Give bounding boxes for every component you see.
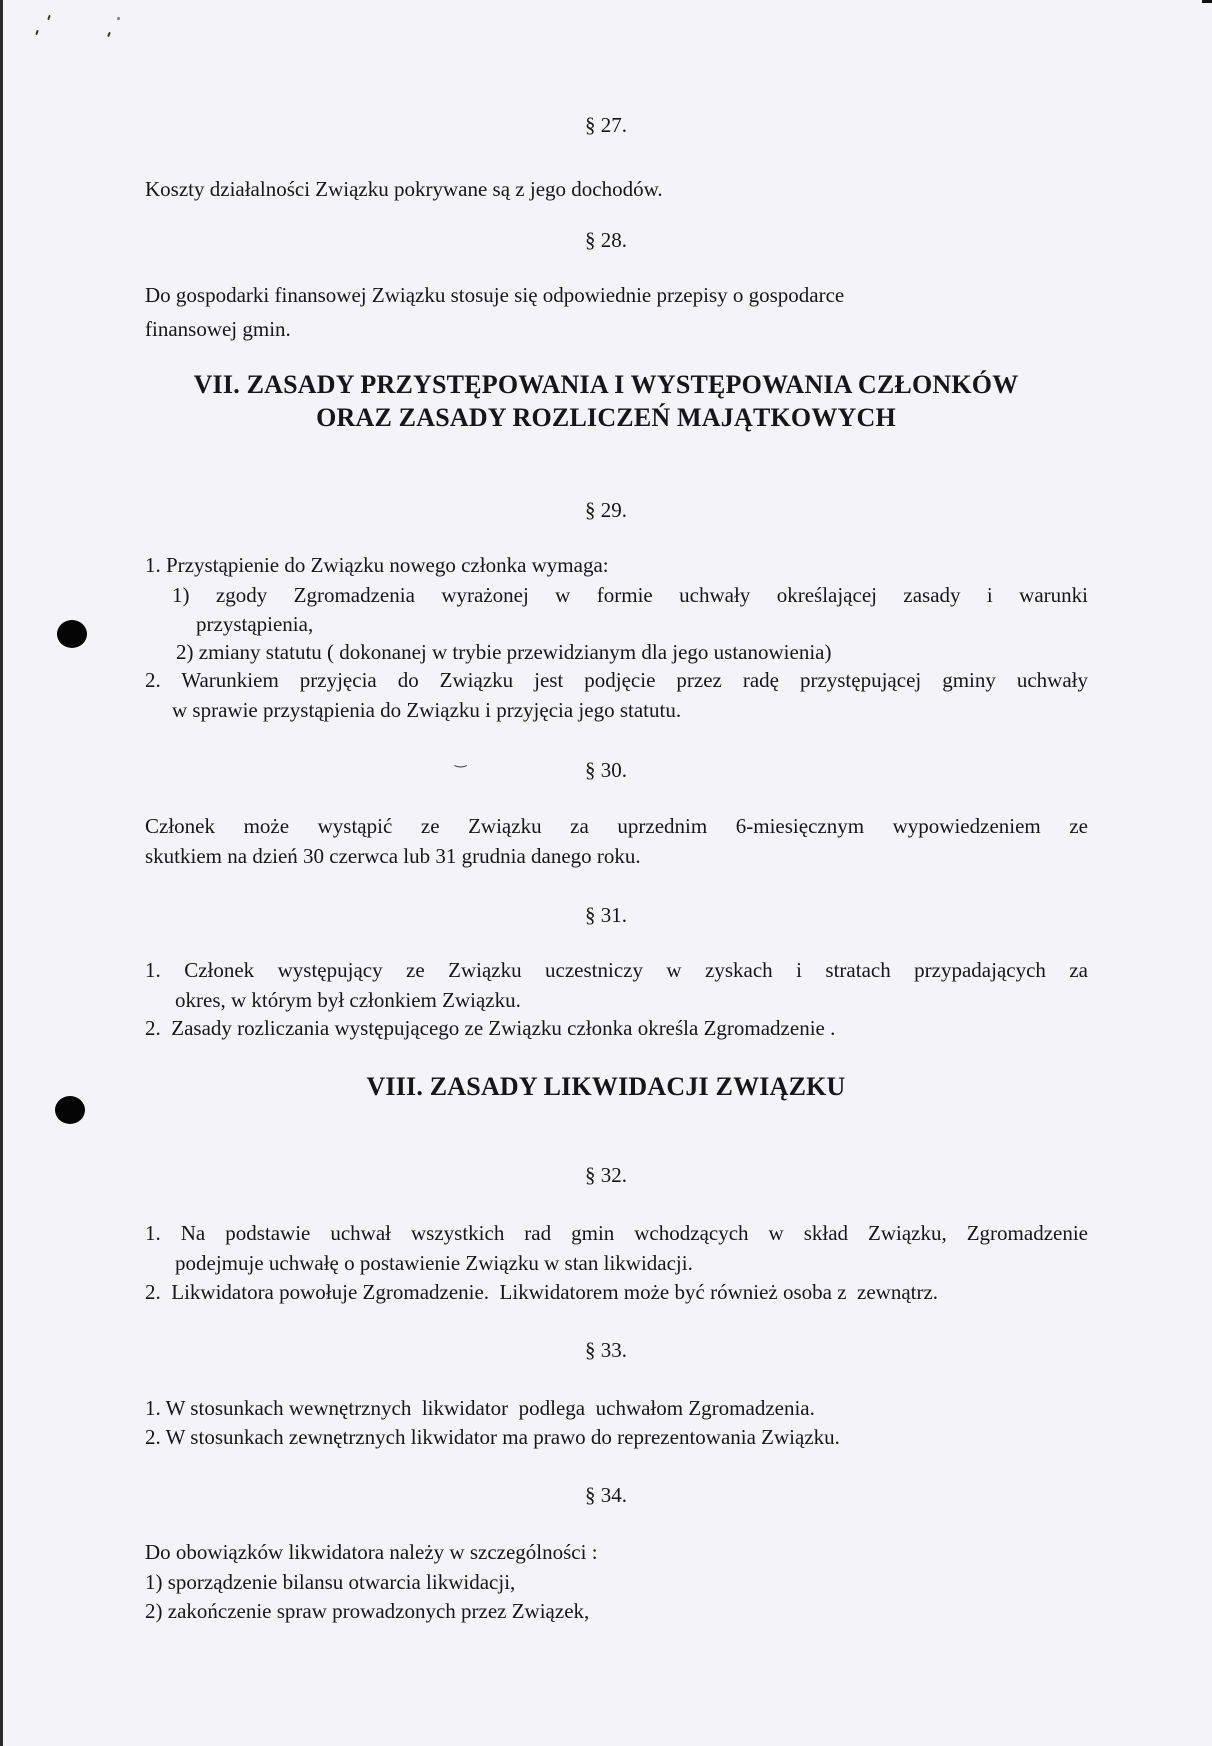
paragraph-number-33: § 33. <box>585 1338 627 1362</box>
paragraph-number-30: § 30. <box>585 758 627 782</box>
paragraph-number-27: § 27. <box>585 113 627 137</box>
scan-speck <box>117 17 121 21</box>
paragraph-28-text-line: Do gospodarki finansowej Związku stosuje się odpowiednie przepisy o gospodarce <box>145 283 845 307</box>
paragraph-number-31: § 31. <box>585 903 627 927</box>
list-item: 2) zakończenie spraw prowadzonych przez Związek, <box>145 1599 590 1623</box>
list-item: 2. Likwidatora powołuje Zgromadzenie. Likwidatorem może być również osoba z zewnątrz. <box>145 1280 939 1304</box>
list-item: 1. Na podstawie uchwał wszystkich rad gmin wchodzących w skład Związku, Zgromadzenie <box>145 1221 1088 1245</box>
list-item: 1. Przystąpienie do Związku nowego członka wymaga: <box>145 553 609 577</box>
list-item: 2. W stosunkach zewnętrznych likwidator ma prawo do reprezentowania Związku. <box>145 1425 840 1449</box>
list-item: 1. W stosunkach wewnętrznych likwidator podlega uchwałom Zgromadzenia. <box>145 1396 815 1420</box>
list-subitem: 1) zgody Zgromadzenia wyrażonej w formie uchwały określającej zasady i warunki <box>172 583 1088 607</box>
list-item: 1. Członek występujący ze Związku uczestniczy w zyskach i stratach przypadających za <box>145 958 1088 982</box>
list-item: 1) sporządzenie bilansu otwarcia likwidacji, <box>145 1570 516 1594</box>
chapter-7-heading: VII. ZASADY PRZYSTĘPOWANIA I WYSTĘPOWANIA CZŁONKÓW <box>193 370 1019 399</box>
list-item: 2. Warunkiem przyjęcia do Związku jest podjęcie przez radę przystępującej gminy uchwały <box>145 668 1088 692</box>
scan-speck <box>35 30 39 35</box>
paragraph-30-text-line: Członek może wystąpić ze Związku za uprzednim 6-miesięcznym wypowiedzeniem ze <box>145 814 1088 838</box>
list-item: 2. Zasady rozliczania występującego ze Związku członka określa Zgromadzenie . <box>145 1016 836 1040</box>
scan-speck <box>107 32 111 37</box>
paragraph-27-text: Koszty działalności Związku pokrywane są z jego dochodów. <box>145 177 663 201</box>
paragraph-number-28: § 28. <box>585 228 627 252</box>
paragraph-28-text-line: finansowej gmin. <box>145 317 291 341</box>
scan-speck <box>47 15 51 20</box>
paragraph-number-32: § 32. <box>585 1163 627 1187</box>
list-subitem: 2) zmiany statutu ( dokonanej w trybie przewidzianym dla jego ustanowienia) <box>176 640 832 664</box>
scan-corner-mark <box>1202 0 1212 3</box>
list-item-cont: okres, w którym był członkiem Związku. <box>175 988 521 1012</box>
chapter-7-heading-cont: ORAZ ZASADY ROZLICZEŃ MAJĄTKOWYCH <box>316 403 896 432</box>
scan-mark: ‿ <box>455 753 467 768</box>
list-item-cont: podejmuje uchwałę o postawienie Związku w stan likwidacji. <box>175 1251 693 1275</box>
paragraph-30-text-line: skutkiem na dzień 30 czerwca lub 31 grudnia danego roku. <box>145 844 641 868</box>
paragraph-number-29: § 29. <box>585 498 627 522</box>
paragraph-34-intro: Do obowiązków likwidatora należy w szczególności : <box>145 1540 598 1564</box>
punch-hole <box>57 620 87 648</box>
list-subitem-cont: przystąpienia, <box>196 612 314 636</box>
list-item-cont: w sprawie przystąpienia do Związku i przyjęcia jego statutu. <box>172 698 682 722</box>
chapter-8-heading: VIII. ZASADY LIKWIDACJI ZWIĄZKU <box>366 1072 846 1101</box>
paragraph-number-34: § 34. <box>585 1483 627 1507</box>
